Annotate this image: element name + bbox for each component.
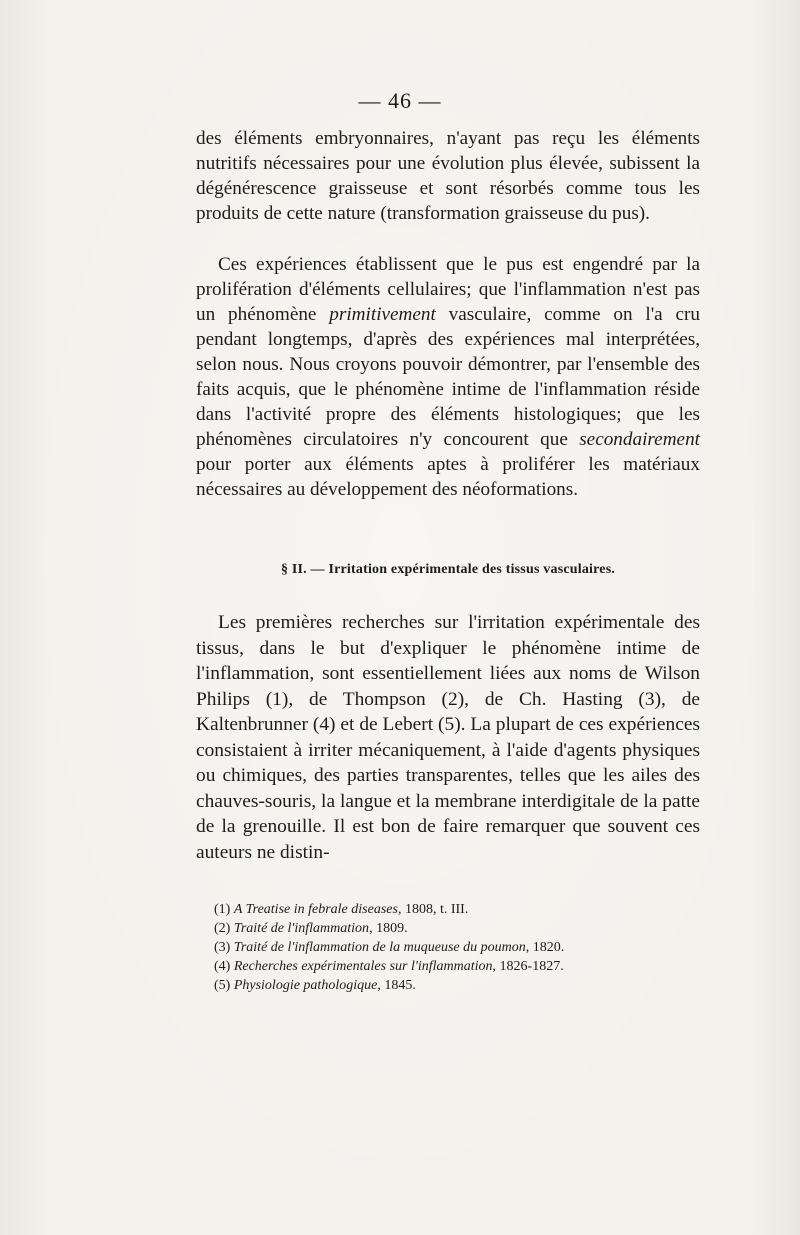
text-run: pour porter aux éléments aptes à proliférer les matériaux nécessaires au développement des néoformations. — [196, 454, 700, 500]
paragraph-conclusions — [196, 252, 700, 502]
footnote-marker: (4) — [214, 959, 231, 974]
emphasis-text: secondairement — [579, 429, 700, 450]
footnote-detail: , 1809. — [369, 921, 408, 936]
footnote-5 — [214, 976, 694, 995]
footnote-3 — [214, 938, 694, 957]
emphasis-text: primitivement — [329, 304, 436, 325]
paragraph-text — [196, 252, 700, 502]
paragraph-text: des éléments embryonnaires, n'ayant pas reçu les éléments nutritifs nécessaires pour une évolution plus élevée, subissent la dégénérescence graisseuse et sont résorbés comme tous les produits de cette nature (transformation graisseuse du pus). — [196, 128, 700, 224]
footnote-marker: (3) — [214, 940, 231, 955]
footnote-marker: (2) — [214, 921, 231, 936]
footnote-marker: (5) — [214, 978, 231, 993]
footnote-title: Traité de l'inflammation de la muqueuse du poumon — [233, 940, 526, 955]
footnote-title: Traité de l'inflammation — [233, 921, 370, 936]
paragraph-text: Les premières recherches sur l'irritation expérimentale des tissus, dans le but d'expliquer le phénomène intime de l'inflammation, sont essentiellement liées aux noms de Wilson Philips (1), de Thompson (2), de Ch. Hasting (3), de Kaltenbrunner (4) et de Lebert (5). La plupart de ces expériences consistaient à irriter mécaniquement, à l'aide d'agents physiques ou chimiques, des parties transparentes, telles que les ailes des chauves-souris, la langue et la membrane interdigitale de la patte de la grenouille. Il est bon de faire remarquer que souvent ces auteurs ne distin- — [196, 612, 700, 863]
page-number: — 46 — — [358, 88, 442, 113]
footnote-marker: (1) — [214, 902, 231, 917]
footnote-title: Physiologie pathologique — [233, 978, 378, 993]
footnote-2 — [214, 919, 694, 938]
section-heading: § II. — Irritation expérimentale des tissus vasculaires. — [280, 562, 616, 577]
footnote-detail: , 1820. — [525, 940, 565, 955]
footnote-4 — [214, 957, 694, 976]
footnotes — [214, 900, 694, 995]
paragraph-continued — [196, 126, 700, 226]
footnote-1 — [214, 900, 694, 919]
footnote-detail: , 1808, t. III. — [397, 902, 469, 917]
footnote-title: A Treatise in febrale diseases — [233, 902, 398, 917]
footnote-detail: , 1826-1827. — [492, 959, 564, 974]
text-run: vasculaire, comme on l'a cru pendant longtemps, d'après des expériences mal interprétées, selon nous. Nous croyons pouvoir démontrer, par l'ensemble des faits acquis, que le phénomène intime de l'inflammation réside dans l'activité propre des éléments histologiques; que les phénomènes circulatoires n'y concourent que — [196, 304, 700, 450]
footnote-detail: , 1845. — [377, 978, 416, 993]
footnote-title: Recherches expérimentales sur l'inflammation — [233, 959, 493, 974]
paragraph-research-history — [196, 610, 700, 865]
text-run: Ces expériences établissent que le pus est engendré par la prolifération d'éléments cellulaires; que l'inflammation n'est pas un phénomène — [196, 254, 700, 325]
